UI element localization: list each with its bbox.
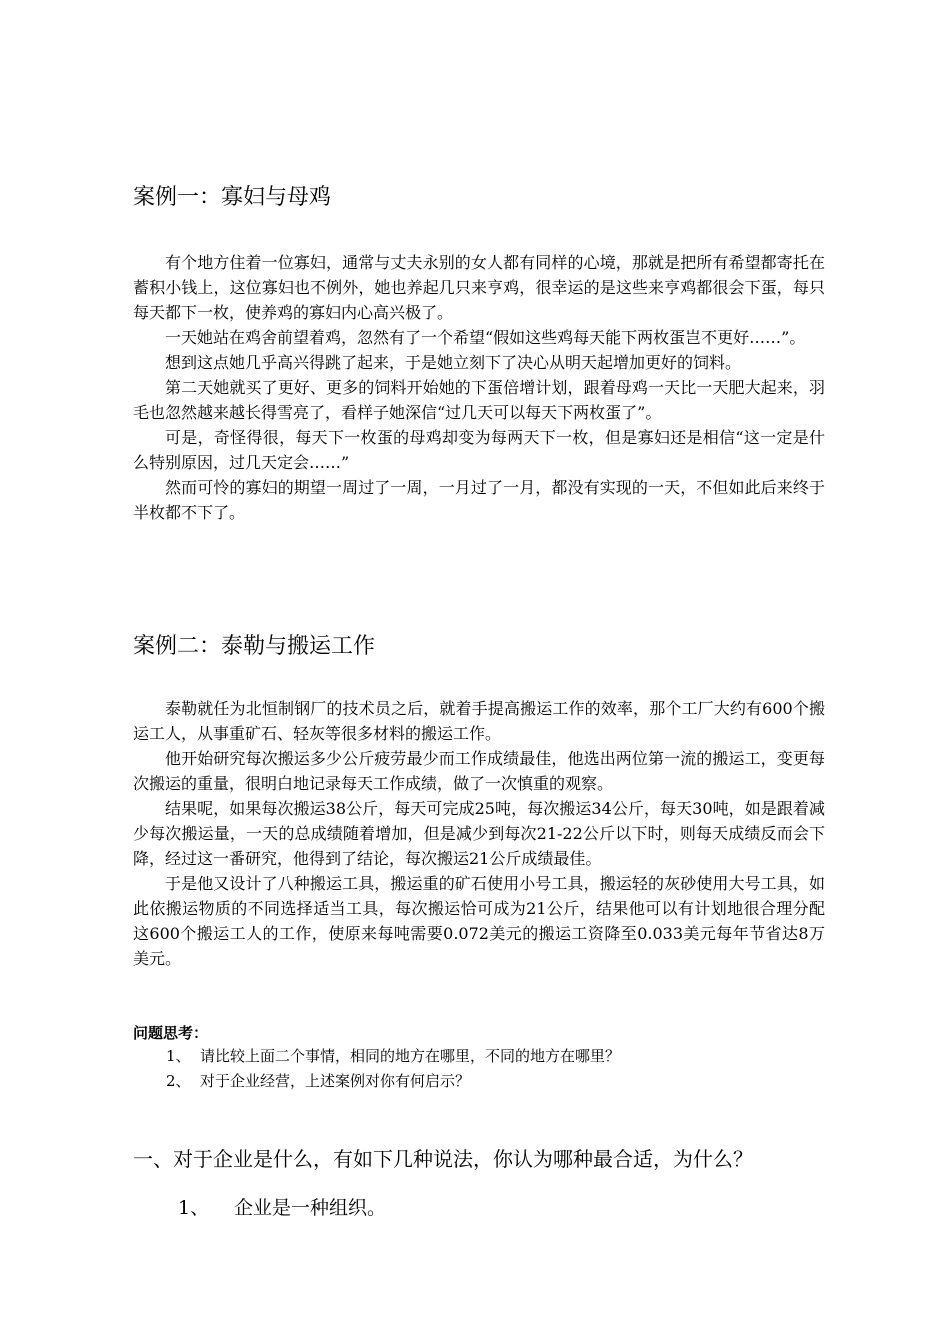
question-item	[166, 1069, 620, 1094]
case2-heading: 案例二：泰勒与搬运工作	[133, 634, 376, 659]
section-one-item	[178, 1193, 386, 1223]
section-one-item-text: 企业是一种组织。	[234, 1197, 387, 1219]
question-item	[166, 1044, 620, 1069]
question-number: 1、	[166, 1047, 191, 1065]
case1-paragraph: 可是，奇怪得很，每天下一枚蛋的母鸡却变为每两天下一枚，但是寡妇还是相信“这一定是什么特别原因，过几天定会……”	[133, 428, 825, 472]
case2-paragraph: 他开始研究每次搬运多少公斤疲劳最少而工作成绩最佳，他选出两位第一流的搬运工，变更每次搬运的重量，很明白地记录每天工作成绩，做了一次慎重的观察。	[133, 749, 825, 793]
case2-body	[133, 696, 825, 971]
question-text: 请比较上面二个事情，相同的地方在哪里，不同的地方在哪里？	[200, 1047, 621, 1065]
case1-paragraph: 一天她站在鸡舍前望着鸡，忽然有了一个希望“假如这些鸡每天能下两枚蛋岂不更好……”。	[165, 328, 806, 347]
case1-heading: 案例一：寡妇与母鸡	[133, 185, 332, 210]
section-one-question: 一、对于企业是什么，有如下几种说法，你认为哪种最合适，为什么？	[133, 1147, 753, 1171]
case2-paragraph: 结果呢，如果每次搬运38公斤，每天可完成25吨，每次搬运34公斤，每天30吨，如是跟着减少每次搬运量，一天的总成绩随着增加，但是减少到每次21-22公斤以下时，则每天成绩反而会下降，经过这一番研究，他得到了结论，每次搬运21公斤成绩最佳。	[133, 799, 825, 868]
question-text: 对于企业经营，上述案例对你有何启示？	[200, 1072, 471, 1090]
questions-title: 问题思考：	[133, 1024, 209, 1042]
case1-paragraph: 然而可怜的寡妇的期望一周过了一周，一月过了一月，都没有实现的一天，不但如此后来终于半枚都不下了。	[133, 478, 825, 522]
case2-paragraph: 泰勒就任为北恒制钢厂的技术员之后，就着手提高搬运工作的效率，那个工厂大约有600个搬运工人，从事重矿石、轻灰等很多材料的搬运工作。	[133, 699, 825, 743]
case1-paragraph: 想到这点她几乎高兴得跳了起来，于是她立刻下了决心从明天起增加更好的饲料。	[165, 353, 742, 372]
case1-body	[133, 250, 825, 525]
case1-paragraph: 第二天她就买了更好、更多的饲料开始她的下蛋倍增计划，跟着母鸡一天比一天肥大起来，羽毛也忽然越来越长得雪亮了，看样子她深信“过几天可以每天下两枚蛋了”。	[133, 378, 825, 422]
case1-paragraph: 有个地方住着一位寡妇，通常与丈夫永别的女人都有同样的心境，那就是把所有希望都寄托在蓄积小钱上，这位寡妇也不例外，她也养起几只来亨鸡，很幸运的是这些来亨鸡都很会下蛋，每只每天都下一枚，使养鸡的寡妇内心高兴极了。	[133, 253, 825, 322]
case2-paragraph: 于是他又设计了八种搬运工具，搬运重的矿石使用小号工具，搬运轻的灰砂使用大号工具，如此依搬运物质的不同选择适当工具，每次搬运恰可成为21公斤，结果他可以有计划地很合理分配这600个搬运工人的工作，使原来每吨需要0.072美元的搬运工资降至0.033美元每年节省达8万美元。	[133, 874, 825, 968]
question-number: 2、	[166, 1072, 191, 1090]
questions-list	[166, 1044, 620, 1094]
section-one-item-number: 1、	[178, 1197, 210, 1219]
